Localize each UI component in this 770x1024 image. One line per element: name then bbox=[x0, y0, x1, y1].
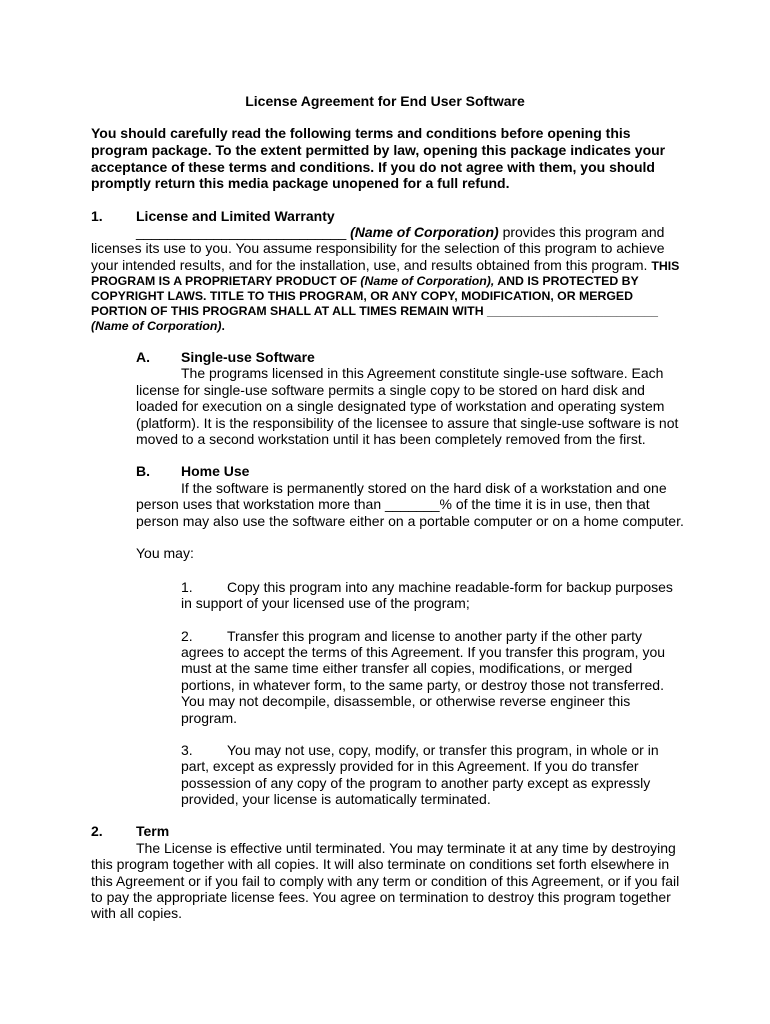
corporation-blank: ___________________________ bbox=[136, 224, 351, 240]
list-item-line: You may not decompile, disassemble, or otherwise reverse engineer this bbox=[181, 693, 631, 709]
section1-line bbox=[91, 257, 679, 273]
subsection-b-letter: B. bbox=[136, 463, 150, 479]
intro-line: acceptance of these terms and conditions. If you do not agree with them, you should bbox=[91, 159, 655, 175]
subsection-b-line: person uses that workstation more than _______% of the time it is in use, then that bbox=[136, 496, 650, 512]
you-may-label: You may: bbox=[136, 545, 194, 561]
caps-line bbox=[91, 274, 639, 288]
list-item-line: provided, your license is automatically terminated. bbox=[181, 791, 491, 807]
list-item-number: 1. bbox=[181, 579, 193, 595]
section2-line: The License is effective until terminated. You may terminate it at any time by destroying bbox=[136, 840, 676, 856]
section1-line: licenses its use to you. You assume responsibility for the selection of this program to achieve bbox=[91, 240, 665, 256]
section2-line: to pay the appropriate license fees. You agree on termination to destroy this program together bbox=[91, 889, 671, 905]
section2-line: this program together with all copies. It will also terminate on conditions set forth elsewhere in bbox=[91, 856, 670, 872]
section1-line bbox=[136, 224, 664, 240]
intro-line: program package. To the extent permitted by law, opening this package indicates your bbox=[91, 142, 666, 158]
subsection-a-line: (platform). It is the responsibility of the licensee to assure that single-use software is not bbox=[136, 415, 679, 431]
section2-line: with all copies. bbox=[91, 905, 183, 921]
intro-line: promptly return this media package unopened for a full refund. bbox=[91, 175, 510, 191]
subsection-b-line: person may also use the software either on a portable computer or on a home computer. bbox=[136, 513, 684, 529]
section1-number: 1. bbox=[91, 208, 103, 224]
caps-text: PROGRAM IS A PROPRIETARY PRODUCT OF bbox=[91, 274, 361, 288]
list-item-line: portions, in whatever form, to the same party, or destroy those not transferred. bbox=[181, 677, 664, 693]
list-item-line: Copy this program into any machine readable-form for backup purposes bbox=[227, 579, 673, 595]
subsection-a-line: license for single-use software permits a single copy to be stored on hard disk and bbox=[136, 382, 645, 398]
list-item-line: possession of any copy of the program to another party except as expressly bbox=[181, 775, 651, 791]
caps-text: . bbox=[221, 319, 225, 333]
list-item-number: 2. bbox=[181, 628, 193, 644]
section1-text: your intended results, and for the installation, use, and results obtained from this program. bbox=[91, 257, 652, 273]
subsection-a-line: The programs licensed in this Agreement constitute single-use software. Each bbox=[181, 365, 664, 381]
caps-text: THIS bbox=[651, 259, 680, 273]
section1-text: provides this program and bbox=[498, 224, 665, 240]
section2-number: 2. bbox=[91, 823, 103, 839]
corporation-name-placeholder: (Name of Corporation) bbox=[350, 224, 499, 240]
caps-line: PORTION OF THIS PROGRAM SHALL AT ALL TIMES REMAIN WITH _________________________ bbox=[91, 304, 658, 318]
subsection-a-letter: A. bbox=[136, 349, 150, 365]
intro-line: You should carefully read the following terms and conditions before opening this bbox=[91, 125, 631, 141]
list-item-line: agrees to accept the terms of this Agreement. If you transfer this program, you bbox=[181, 644, 666, 660]
corporation-name-placeholder: (Name of Corporation) bbox=[91, 319, 222, 333]
caps-line: COPYRIGHT LAWS. TITLE TO THIS PROGRAM, OR ANY COPY, MODIFICATION, OR MERGED bbox=[91, 289, 633, 303]
list-item-line: Transfer this program and license to another party if the other party bbox=[227, 628, 643, 644]
list-item-line: in support of your licensed use of the program; bbox=[181, 595, 470, 611]
list-item-number: 3. bbox=[181, 742, 193, 758]
section2-heading: Term bbox=[136, 823, 170, 839]
subsection-b-heading: Home Use bbox=[181, 463, 250, 479]
caps-line bbox=[91, 319, 225, 333]
subsection-a-line: loaded for execution on a single designated type of workstation and operating system bbox=[136, 398, 665, 414]
document-title: License Agreement for End User Software bbox=[245, 93, 525, 109]
subsection-b-line: If the software is permanently stored on the hard disk of a workstation and one bbox=[181, 480, 667, 496]
caps-text: AND IS PROTECTED BY bbox=[494, 274, 639, 288]
list-item-line: You may not use, copy, modify, or transfer this program, in whole or in bbox=[227, 742, 659, 758]
list-item-line: must at the same time either transfer all copies, modifications, or merged bbox=[181, 660, 633, 676]
subsection-a-heading: Single-use Software bbox=[181, 349, 315, 365]
list-item-line: program. bbox=[181, 710, 238, 726]
list-item-line: part, except as expressly provided for in this Agreement. If you do transfer bbox=[181, 758, 639, 774]
section1-heading: License and Limited Warranty bbox=[136, 208, 335, 224]
section2-line: this Agreement or if you fail to comply with any term or condition of this Agreement, or if you fail bbox=[91, 873, 680, 889]
corporation-name-placeholder: (Name of Corporation), bbox=[360, 274, 495, 288]
subsection-a-line: moved to a second workstation until it has been completely removed from the first. bbox=[136, 431, 646, 447]
